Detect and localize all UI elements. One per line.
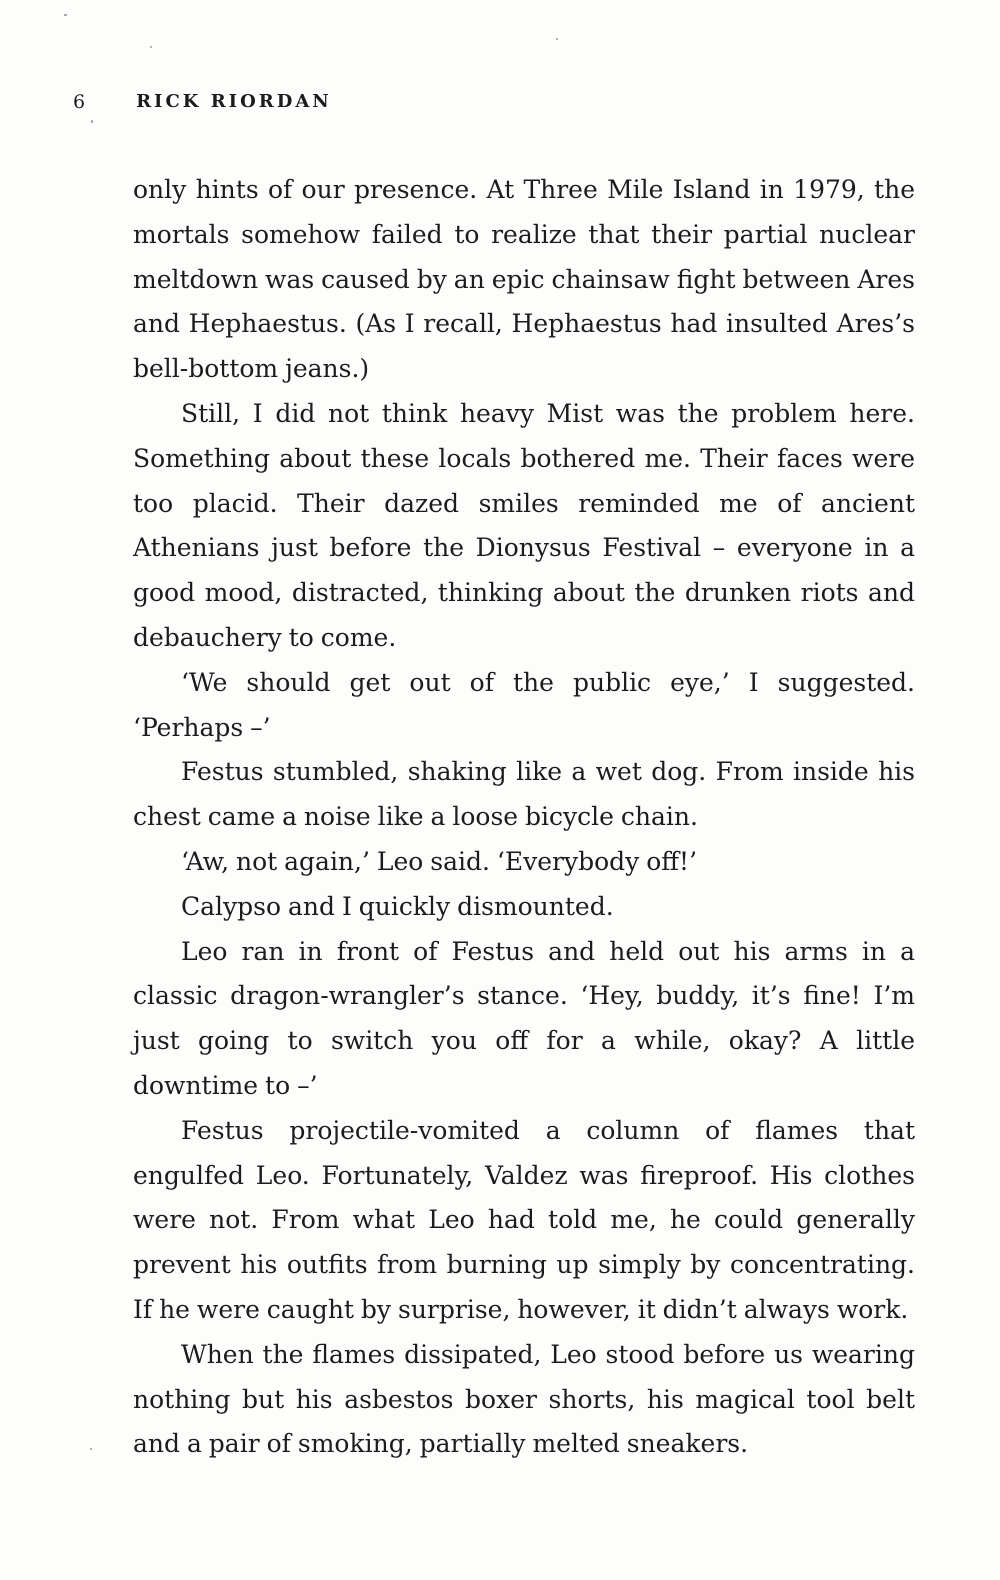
paragraph: Festus stumbled, shaking like a wet dog. From inside his chest came a noise like a loose bicycle chain. [133, 757, 915, 832]
paragraph: Calypso and I quickly dismounted. [181, 891, 614, 921]
paragraph: ‘We should get out of the public eye,’ I suggested. ‘Perhaps –’ [133, 667, 915, 742]
page-number: 6 [73, 90, 86, 113]
paragraph: ‘Aw, not again,’ Leo said. ‘Everybody off!’ [181, 846, 698, 876]
paragraph: Leo ran in front of Festus and held out his arms in a classic dragon-wrangler’s stance. ‘Hey, buddy, it’s fine! I’m just going to switch you off for a while, okay? A little downtime to –’ [133, 936, 915, 1100]
page-header [73, 86, 332, 116]
scan-speck [91, 120, 93, 123]
running-head-author: RICK RIORDAN [136, 90, 332, 112]
scan-speck [556, 38, 558, 40]
scan-speck [64, 14, 67, 16]
paragraph: Still, I did not think heavy Mist was the problem here. Something about these locals bothered me. Their faces were too placid. Their dazed smiles reminded me of ancient Athenians just before the Dionysus Festival – everyone in a good mood, distracted, thinking about the drunken riots and debauchery to come. [133, 398, 915, 652]
paragraph: Festus projectile-vomited a column of flames that engulfed Leo. Fortunately, Valdez was fireproof. His clothes were not. From what Leo had told me, he could generally prevent his outfits from burning up simply by concentrating. If he were caught by surprise, however, it didn’t always work. [133, 1115, 915, 1324]
scan-speck [150, 46, 152, 48]
paragraph: only hints of our presence. At Three Mile Island in 1979, the mortals somehow failed to realize that their partial nuclear meltdown was caused by an epic chainsaw fight between Ares and Hephaestus. (As I recall, Hephaestus had insulted Ares’s bell-bottom jeans.) [133, 175, 915, 384]
scan-speck [90, 1448, 92, 1450]
paragraph: When the flames dissipated, Leo stood before us wearing nothing but his asbestos boxer shorts, his magical tool belt and a pair of smoking, partially melted sneakers. [133, 1339, 915, 1459]
body-text [133, 168, 915, 1467]
